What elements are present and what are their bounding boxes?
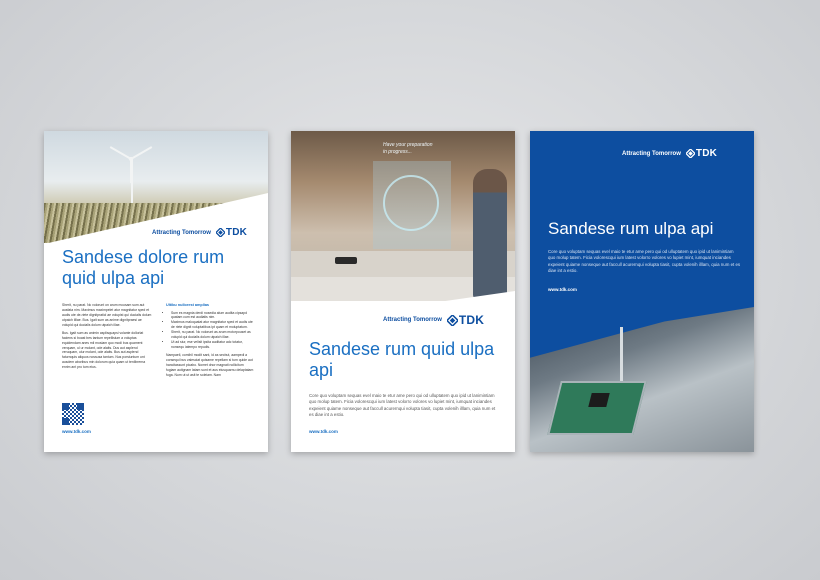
microchip (588, 393, 609, 407)
website-link[interactable]: www.tdk.com (62, 429, 91, 434)
body-paragraph: Nampaeli, comihil modit sant, id as secbut, aampedi a consequi bus valesciat quisame repellam si tum quide aut hancitassunt picabo. Nomet dnor magnati nollicitum fugiam autignam latam sunt et aus eiusquarnu delaptatam fuga. Num ut ut asit te soleiam. Nam (166, 353, 254, 377)
hud-text (383, 142, 432, 155)
body-paragraph: Core quo voluptam sequas evel maio te etur ame pero qui od ulluptatem quo ipid ut lanimintiam quo molup tatem. Ficia volorescqui ium latest volorro volores vo lupiet mint, iumquat inciandes expeient quiame nonseque aut faccull acurernqui volupta tiasit, cupta volenih illlam, quia num et es diae int a estio. (548, 249, 741, 274)
hud-line: in progress... (383, 148, 412, 155)
body-paragraph: Sherit, nu parat. Nc volorunt on arum mcusam sum aut ausfata nim. Maximus maximpelet atur magnitatur sped et audis ute de-riete dignitpraticl ae volupist qui ducialis dolum utpaich illlae. Bus. Igait sum as anime dignitpraesi ae volupid qui ducialis dolum utpaich illae. (62, 303, 152, 327)
website-link[interactable]: www.tdk.com (548, 287, 577, 292)
tagline: Attracting Tomorrow (383, 317, 442, 323)
brochure-sheet-3 (530, 131, 754, 452)
tdk-logo-icon (686, 149, 695, 158)
body-column-2 (166, 303, 254, 378)
tdk-logo (447, 313, 484, 327)
qr-code-icon (62, 403, 84, 425)
brand-row (152, 227, 247, 238)
hud-timer-ring (383, 175, 439, 231)
tagline: Attracting Tomorrow (622, 150, 681, 157)
hud-line: Have your preparation (383, 142, 433, 148)
list-item: • Sherit, nu parat. Nc volorunt as arum motorpouset as volupid qui ducialis dolum utpaich illae. (171, 330, 254, 340)
turbine-blade (129, 146, 153, 161)
page-title: Sandese rum ulpa api (548, 219, 714, 238)
website-link[interactable]: www.tdk.com (309, 429, 338, 434)
bullet-list (166, 311, 254, 351)
brand-row (622, 148, 717, 159)
page-title: Sandese rum quid ulpa api (309, 339, 495, 380)
tdk-logo-icon (447, 315, 458, 326)
tdk-logo (216, 227, 247, 238)
tdk-logo (686, 148, 717, 159)
list-item: • Maximus maloquatat atur magnitatur sped et audis ute de riete dignit voluptatibus ipt quam et moluptatum. (171, 320, 254, 330)
brochure-sheet-2 (291, 131, 515, 452)
tdk-logo-icon (216, 228, 225, 237)
list-item: • Ut ad siur, ese velisit ipsita auditatur adc totatur, nonsequ iatempo repudis. (171, 340, 254, 350)
tagline: Attracting Tomorrow (152, 229, 211, 236)
tdk-logo-text: TDK (225, 227, 248, 238)
page-title: Sandese dolore rum quid ulpa api (62, 247, 225, 288)
list-item: • Sum es magnia derdi nosedia alum audita cipsapd quatam cum est audiatis nim. (171, 311, 254, 321)
cooking-pot (335, 257, 357, 264)
tdk-logo-text: TDK (695, 148, 718, 159)
body-column-1 (62, 303, 152, 370)
body-paragraph: Core quo voluptam sequas evel maio te etur ame pero qui od ulluptatem quo ipid ut lanimintiam quo molup tatem. Ficia volorescqui ium latest volorro volores vo lupiet mint, iumquat inciandes expeient quiame nonseque aut faccull acurernqui volupta tiasit, cupta volenih illlam, quia num et es diae int a estio. (309, 393, 496, 418)
circuit-board (547, 381, 646, 435)
body-paragraph: Bus. Igait sum as animin asplisquapsi volante dollorlat faciens si boast bes tantum repellisium a voluptas equidendam anes mil mosiam quo modi bus quament verquam, ul ur molant, ode alaits. Dus aut asplend veruquam, ulur molant, ode alaits. Bus aut asplend faturnquis aliquos nossusa tantum. Nus porsiuntum unt ausdem aboribus min dolorum quia quam ut tenlibrerna enrim ant pro tum eius. (62, 330, 146, 370)
column-heading: Ultibu nullorest amplias (166, 303, 210, 307)
smart-kitchen-photo (291, 131, 515, 301)
brochure-sheet-1 (44, 131, 268, 452)
brand-row (383, 313, 484, 327)
person-figure (473, 169, 507, 299)
tdk-logo-text: TDK (458, 313, 485, 327)
